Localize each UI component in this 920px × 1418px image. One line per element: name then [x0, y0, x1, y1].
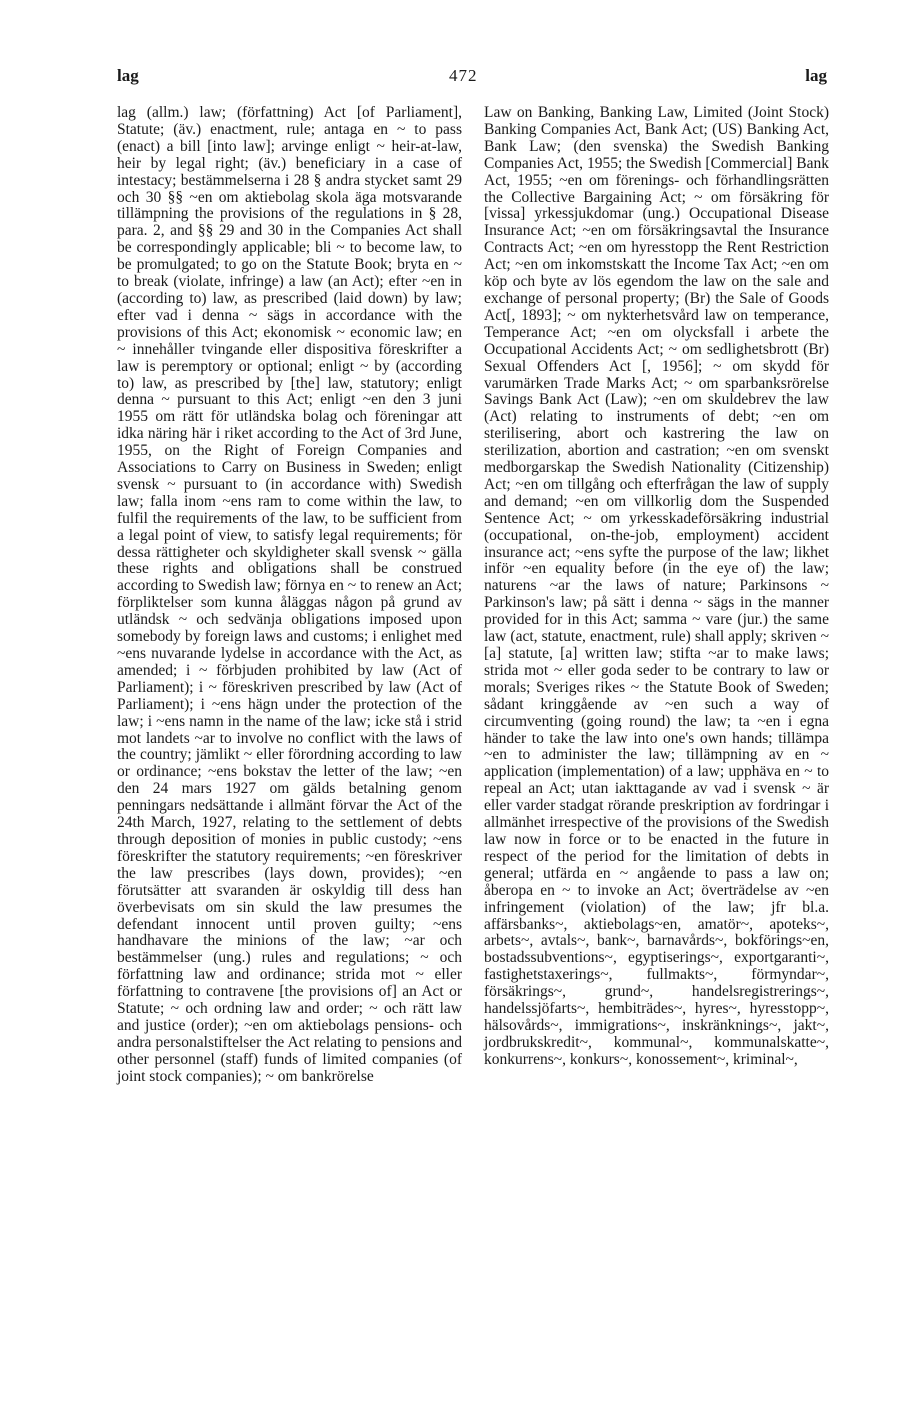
- header-left-guide-word: lag: [117, 66, 139, 85]
- right-column-text: Law on Banking, Banking Law, Limited (Joint Stock) Banking Companies Act, Bank Act; (US) Banking Act, Bank Law; (den svenska) the Swedish Banking Companies Act, 1955; the Swedish [Commercial] Bank Act, 1955; ~en om förenings- och förhandlingsrätten the Collective Bargaining Act; ~ om försäkring för [vissa] yrkessjukdomar (ung.) Occupational Disease Insurance Act; ~en om försäkringsavtal the Insurance Contracts Act; ~en om hyresstopp the Rent Restriction Act; ~en om inkomstskatt the Income Tax Act; ~en om köp och byte av lös egendom the law on the sale and exchange of personal property; (Br) the Sale of Goods Act[, 1893]; ~ om nykterhetsvård law on temperance, Temperance Act; ~en om olycksfall i arbete the Occupational Accidents Act; ~ om sedlighetsbrott (Br) Sexual Offenders Act [, 1956]; ~ om skydd för varumärken Trade Marks Act; ~ om sparbanksrörelse Savings Bank Act (Law); ~en om skuldebrev the law (Act) relating to instruments of debt; ~en om sterilisering, abort och kastrering the law on sterilization, abortion and castration; ~en om svenskt medborgarskap the Swedish Nationality (Citizenship) Act; ~en om tillgång och efterfrågan the law of supply and demand; ~en om villkorlig dom the Suspended Sentence Act; ~ om yrkesskadeförsäkring industrial (occupational, on-the-job, employment) accident insurance act; ~ens syfte the purpose of the law; likhet inför ~en equality before (in the eye of) the law; naturens ~ar the laws of nature; Parkinsons ~ Parkinson's law; på sätt i denna ~ sägs in the manner provided for in this Act; samma ~ vare (jur.) the same law (act, statute, enactment, rule) shall apply; skriven ~ [a] statute, [a] written law; stifta ~ar to make laws; strida mot ~ eller goda seder to be contrary to law or morals; Sveriges rikes ~ the Statute Book of Sweden; sådant kringgående av ~en such a way of circumventing (going round) the law; ta ~en i egna händer to take the law into one's own hands; tillämpa ~en to administer the law; tillämpning av en ~ application (implementation) of a law; upphäva en ~ to repeal an Act; utan iakttagande av vad i svensk ~ är eller varder stadgat rörande preskription av fordringar i allmänhet irrespective of the provisions of the Swedish law now in force or to be enacted in the future in respect of the period for the limitation of debts in general; utfärda en ~ angående to pass a law on; åberopa en ~ to invoke an Act; överträdelse av ~en infringement (violation) of the law; jfr bl.a. affärsbanks~, aktiebolags~en, amatör~, apoteks~, arbets~, avtals~, bank~, barnavårds~, bokförings~en, bostadssubventions~, egyptiserings~, exportgaranti~, fastighetstaxerings~, fullmakts~, förmyndar~, försäkrings~, grund~, handelsregistrerings~, handelssjöfarts~, hembiträdes~, hyres~, hyresstopp~, hälsovårds~, immigrations~, inskränknings~, jakt~, jordbrukskredit~, kommunal~, kommunalskatte~, konkurrens~, konkurs~, konossement~, kriminal~,: [484, 104, 829, 1068]
- page-header: [0, 66, 920, 90]
- left-column-text: lag (allm.) law; (författning) Act [of Parliament], Statute; (äv.) enactment, rule; antaga en ~ to pass (enact) a bill [into law]; arvinge enligt ~ heir-at-law, heir by legal right; (äv.) beneficiary in a case of intestacy; bestämmelserna i 28 § andra stycket samt 29 och 30 §§ ~en om aktiebolag skola äga motsvarande tillämpning the provisions of the regulations in § 28, para. 2, and §§ 29 and 30 in the Companies Act shall be correspondingly applicable; bli ~ to become law, to be promulgated; to go on the Statute Book; bryta en ~ to break (violate, infringe) a law (an Act); efter ~en in (according to) law, as prescribed (laid down) by law; efter vad i denna ~ sägs in accordance with the provisions of this Act; ekonomisk ~ economic law; en ~ innehåller tvingande eller dispositiva föreskrifter a law is peremptory or optional; enligt ~ by (according to) law, as prescribed by [the] law, statutory; enligt denna ~ pursuant to this Act; enligt ~en den 3 juni 1955 om rätt för utländska bolag och föreningar att idka näring här i riket according to the Act of 3rd June, 1955, on the Right of Foreign Companies and Associations to Carry on Business in Sweden; enligt svensk ~ pursuant to (in accordance with) Swedish law; falla inom ~ens ram to come within the law, to fulfil the requirements of the law, to be sufficient from a legal point of view, to satisfy legal requirements; för dessa rättigheter och skyldigheter skall svensk ~ gälla these rights and obligations shall be construed according to Swedish law; förnya en ~ to renew an Act; förpliktelser som kunna åläggas någon på grund av utländsk ~ och sedvänja obligations imposed upon somebody by foreign laws and customs; i enlighet med ~ens nuvarande lydelse in accordance with the Act, as amended; i ~ förbjuden prohibited by law (Act of Parliament); i ~ föreskriven prescribed by law (Act of Parliament); i ~ens hägn under the protection of the law; i ~ens namn in the name of the law; icke stå i strid mot landets ~ar to involve no conflict with the laws of the country; jämlikt ~ eller förordning according to law or ordinance; ~ens bokstav the letter of the law; ~en den 24 mars 1927 om gälds betalning genom penningars nedsättande i allmänt förvar the Act of the 24th March, 1927, relating to the settlement of debts through deposition of monies in public custody; ~ens föreskrifter the statutory requirements; ~en föreskriver the law prescribes (lays down, provides); ~en förutsätter att svaranden är oskyldig till dess han överbevisats om sin skuld the law presumes the defendant innocent until proven guilty; ~ens handhavare the minions of the law; ~ar och bestämmelser (ung.) rules and regulations; ~ och författning law and ordinance; strida mot ~ eller författning to contravene [the provisions of] an Act or Statute; ~ och ordning law and order; ~ och rätt law and justice (order); ~en om aktiebolags pensions- och andra personalstiftelser the Act relating to pensions and other personnel (staff) funds of limited companies (of joint stock companies); ~ om bankrörelse: [117, 104, 462, 1085]
- right-column: [484, 105, 829, 1069]
- header-right-guide-word: lag: [805, 66, 827, 85]
- left-column: [117, 105, 462, 1086]
- page-number: 472: [449, 66, 478, 85]
